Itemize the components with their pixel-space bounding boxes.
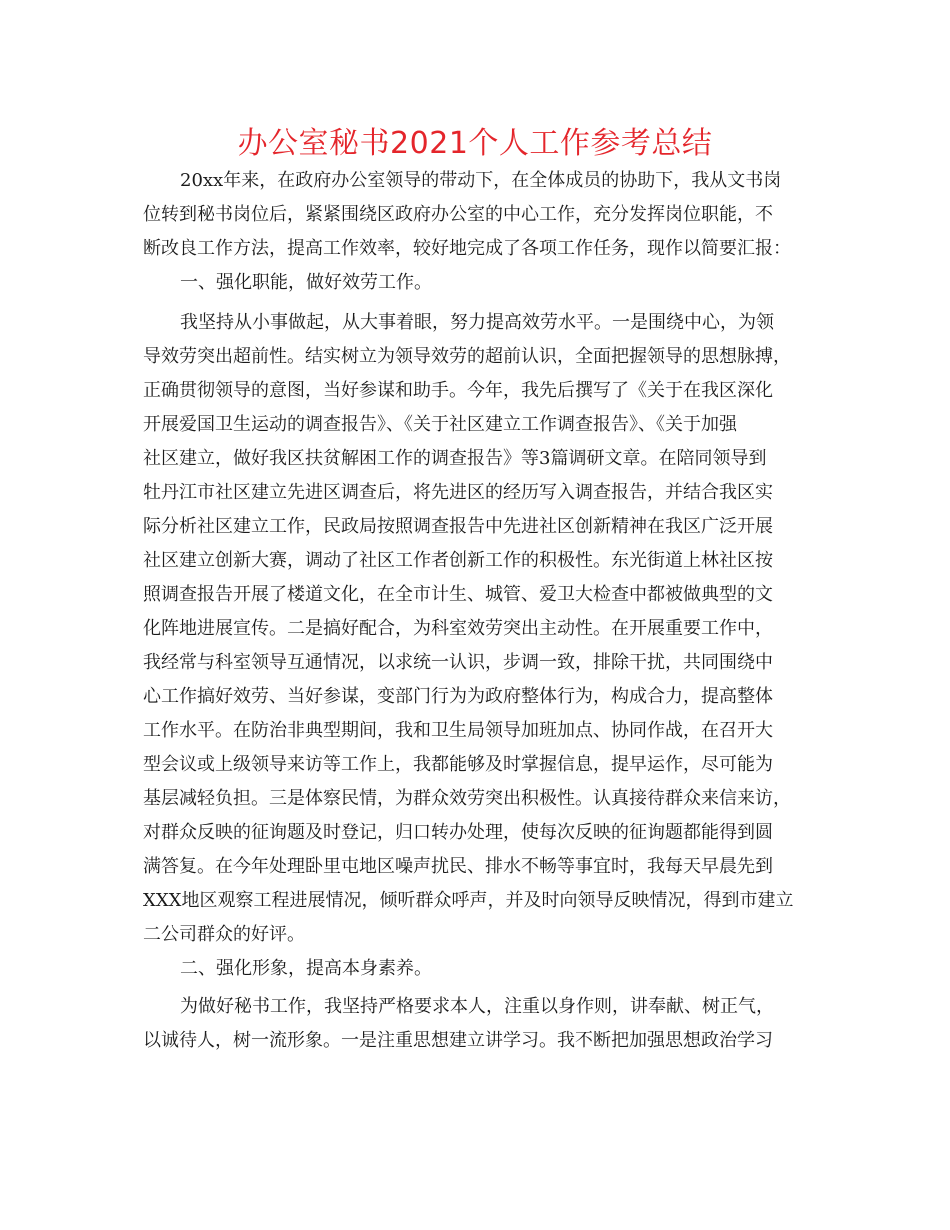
body-line-text: 开展爱国卫生运动的调查报告》、《关于社区建立工作调查报告》、《关于加强 [143, 414, 737, 435]
body-line [0, 884, 950, 918]
body-line [0, 748, 950, 782]
body-line [0, 782, 950, 816]
body-line-text: 一、强化职能，做好效劳工作。 [180, 272, 432, 293]
body-line [0, 680, 950, 714]
body-line [0, 612, 950, 646]
body-line-text: 我经常与科室领导互通情况，以求统一认识，步调一致，排除干扰，共同围绕中 [143, 652, 773, 673]
body-line-text: 导效劳突出超前性。结实树立为领导效劳的超前认识，全面把握领导的思想脉搏， [143, 346, 791, 367]
body-line [0, 1024, 950, 1058]
body-line-text: 为做好秘书工作，我坚持严格要求本人，注重以身作则，讲奉献、树正气， [180, 996, 774, 1017]
body-line [0, 198, 950, 232]
body-line [0, 340, 950, 374]
body-line [0, 544, 950, 578]
body-line [0, 510, 950, 544]
body-line [0, 578, 950, 612]
body-line-text: 牡丹江市社区建立先进区调查后，将先进区的经历写入调查报告，并结合我区实 [143, 482, 773, 503]
body-line-text: 照调查报告开展了楼道文化，在全市计生、城管、爱卫大检查中都被做典型的文 [143, 584, 773, 605]
body-line [0, 918, 950, 952]
body-line [0, 164, 950, 198]
body-line [0, 952, 950, 986]
body-line [0, 266, 950, 300]
body-line [0, 816, 950, 850]
body-line-text: 位转到秘书岗位后，紧紧围绕区政府办公室的中心工作，充分发挥岗位职能，不 [143, 204, 773, 225]
body-line-text: XXX地区观察工程进展情况，倾听群众呼声，并及时向领导反映情况，得到市建立 [143, 890, 794, 911]
body-line-text: 以诚待人，树一流形象。一是注重思想建立讲学习。我不断把加强思想政治学习 [143, 1030, 773, 1051]
body-line-text: 满答复。在今年处理卧里屯地区噪声扰民、排水不畅等事宜时，我每天早晨先到 [143, 856, 773, 877]
body-line [0, 476, 950, 510]
body-line-text: 对群众反映的征询题及时登记，归口转办处理，使每次反映的征询题都能得到圆 [143, 822, 773, 843]
body-line [0, 232, 950, 266]
body-line-text: 社区建立创新大赛，调动了社区工作者创新工作的积极性。东光街道上林社区按 [143, 550, 773, 571]
body-line-text: 社区建立，做好我区扶贫解困工作的调查报告》等3篇调研文章。在陪同领导到 [143, 448, 767, 469]
body-line [0, 990, 950, 1024]
body-line-text: 20xx年来，在政府办公室领导的带动下，在全体成员的协助下，我从文书岗 [180, 170, 782, 191]
body-line-text: 基层减轻负担。三是体察民情，为群众效劳突出积极性。认真接待群众来信来访， [143, 788, 791, 809]
body-line-text: 化阵地进展宣传。二是搞好配合，为科室效劳突出主动性。在开展重要工作中， [143, 618, 773, 639]
body-line [0, 714, 950, 748]
body-line [0, 374, 950, 408]
body-line-text: 正确贯彻领导的意图，当好参谋和助手。今年，我先后撰写了《关于在我区深化 [143, 380, 773, 401]
body-line-text: 二公司群众的好评。 [143, 924, 305, 945]
body-line-text: 断改良工作方法，提高工作效率，较好地完成了各项工作任务，现作以简要汇报： [143, 238, 791, 259]
body-line [0, 850, 950, 884]
body-line [0, 408, 950, 442]
body-line-text: 心工作搞好效劳、当好参谋，变部门行为为政府整体行为，构成合力，提高整体 [143, 686, 773, 707]
body-line-text: 际分析社区建立工作，民政局按照调查报告中先进社区创新精神在我区广泛开展 [143, 516, 773, 537]
body-line [0, 306, 950, 340]
document-title: 办公室秘书2021个人工作参考总结 [237, 126, 713, 161]
body-line [0, 442, 950, 476]
body-line-text: 我坚持从小事做起，从大事着眼，努力提高效劳水平。一是围绕中心，为领 [180, 312, 774, 333]
body-line-text: 型会议或上级领导来访等工作上，我都能够及时掌握信息，提早运作，尽可能为 [143, 754, 773, 775]
body-line-text: 二、强化形象，提高本身素养。 [180, 958, 432, 979]
body-line [0, 646, 950, 680]
body-line-text: 工作水平。在防治非典型期间，我和卫生局领导加班加点、协同作战，在召开大 [143, 720, 773, 741]
